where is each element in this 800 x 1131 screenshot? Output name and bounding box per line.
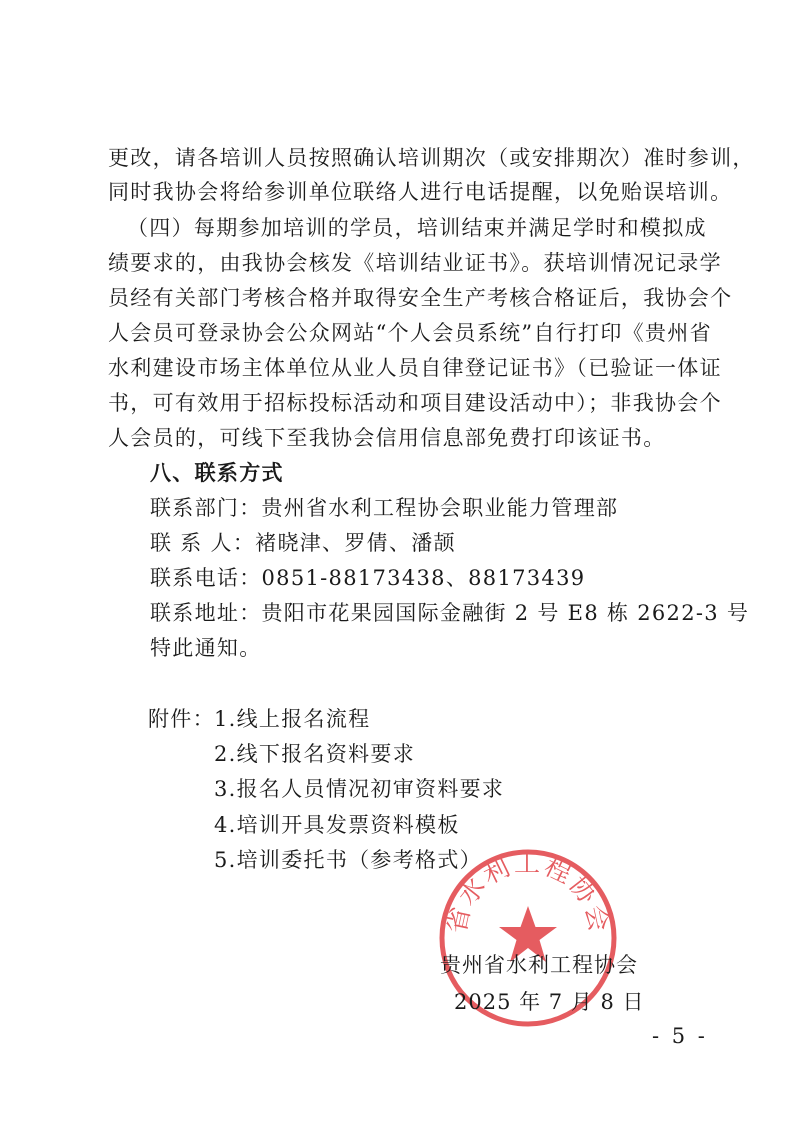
page-number: - 5 - bbox=[652, 1024, 708, 1048]
signature-org: 贵州省水利工程协会 bbox=[440, 953, 638, 977]
attachment-item: 4.培训开具发票资料模板 bbox=[214, 813, 460, 837]
closing-text: 特此通知。 bbox=[150, 636, 262, 660]
body-line: （四）每期参加培训的学员，培训结束并满足学时和模拟成 bbox=[127, 216, 707, 240]
body-line: 人会员的，可线下至我协会信用信息部免费打印该证书。 bbox=[108, 426, 666, 450]
body-line: 员经有关部门考核合格并取得安全生产考核合格证后，我协会个 bbox=[108, 286, 733, 310]
seal-text: 省水利工程协会 bbox=[441, 849, 615, 937]
attachment-item: 2.线下报名资料要求 bbox=[214, 742, 416, 766]
contact-person: 联 系 人：褚晓津、罗倩、潘颉 bbox=[150, 531, 456, 555]
body-line: 水利建设市场主体单位从业人员自律登记证书》（已验证一体证 bbox=[108, 356, 722, 380]
contact-department: 联系部门：贵州省水利工程协会职业能力管理部 bbox=[150, 496, 619, 520]
signature-date: 2025 年 7 月 8 日 bbox=[454, 990, 645, 1014]
section-title: 八、联系方式 bbox=[150, 460, 284, 485]
contact-address: 联系地址：贵阳市花果园国际金融街 2 号 E8 栋 2622-3 号 bbox=[150, 601, 750, 625]
attachment-item: 5.培训委托书（参考格式） bbox=[214, 848, 482, 872]
body-line: 同时我协会将给参训单位联络人进行电话提醒，以免贻误培训。 bbox=[108, 180, 733, 204]
body-line: 绩要求的，由我协会核发《培训结业证书》。获培训情况记录学 bbox=[108, 251, 722, 275]
contact-phone: 联系电话：0851-88173438、88173439 bbox=[150, 566, 586, 590]
attachment-item: 1.线上报名流程 bbox=[214, 707, 371, 731]
body-line: 书，可有效用于招标投标活动和项目建设活动中）；非我协会个 bbox=[108, 391, 722, 415]
body-line: 更改，请各培训人员按照确认培训期次（或安排期次）准时参训， bbox=[108, 146, 755, 170]
attachments-label: 附件： bbox=[148, 707, 215, 731]
body-line: 人会员可登录协会公众网站“个人会员系统”自行打印《贵州省 bbox=[108, 321, 712, 345]
attachment-item: 3.报名人员情况初审资料要求 bbox=[214, 777, 505, 801]
